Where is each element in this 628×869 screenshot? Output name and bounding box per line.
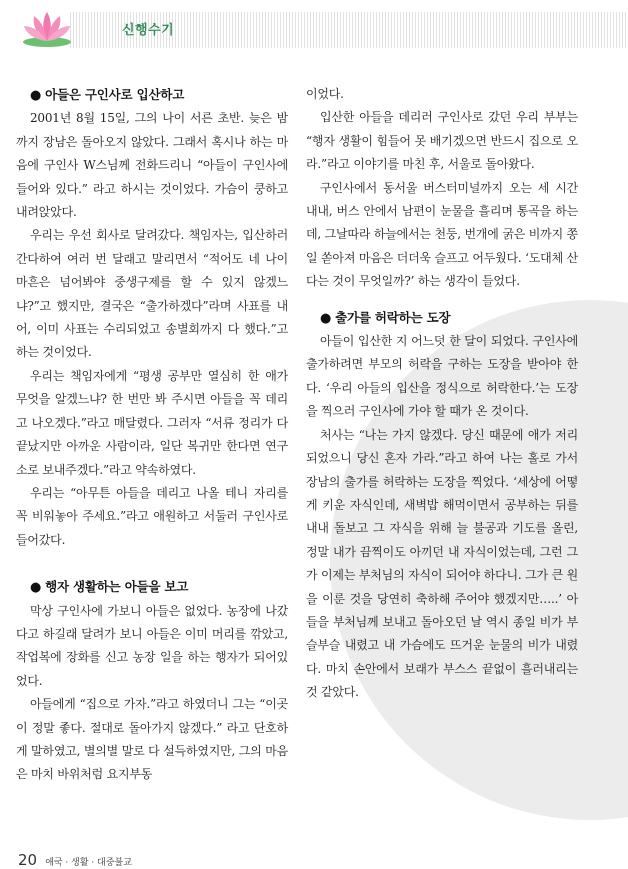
page-footer <box>18 850 132 869</box>
right-column <box>306 83 578 705</box>
section-title: 신행수기 <box>122 23 175 38</box>
section-heading: ● 출가를 허락하는 도장 <box>320 309 451 326</box>
section-heading: ● 행자 생활하는 아들을 보고 <box>30 579 189 596</box>
paragraph: 입산한 아들을 데리러 구인사로 갔던 우리 부부는 “행자 생활이 힘들어 못 배기겠으면 반드시 집으로 오라.”라고 이야기를 마친 후, 서울로 돌아왔다. <box>306 110 578 172</box>
bullet-icon: ● <box>30 580 42 596</box>
paragraph: 아들에게 “집으로 가자.”라고 하였더니 그는 “이곳이 정말 좋다. 절대로 돌아가지 않겠다.” 라고 단호하게 말하였고, 별의별 말로 다 설득하였지만, 그의 마음은 마치 바위처럼 요지부동 <box>16 697 288 782</box>
paragraph: 우리는 “아무튼 아들을 데리고 나올 테니 자리를 꼭 비워놓아 주세요.”라고 애원하고 서둘러 구인사로 들어갔다. <box>16 485 288 547</box>
paragraph: 이었다. <box>306 87 344 101</box>
publication-name: 애국 · 생활 · 대중불교 <box>45 858 132 868</box>
paragraph: 구인사에서 동서울 버스터미널까지 오는 세 시간 내내, 버스 안에서 남편이 눈물을 흘리며 통곡을 하는데, 그날따라 하늘에서는 천둥, 번개에 굵은 비까지 쫑일 쏟아져 마음은 더더욱 슬프고 어두웠다. ‘도대체 산다는 것이 무엇일까?’ 하는 생각이 들었다. <box>306 180 578 289</box>
left-column <box>16 83 288 787</box>
paragraph: 우리는 우선 회사로 달려갔다. 책임자는, 입산하러 간다하여 여러 번 달래고 말리면서 “적어도 네 나이 마흔은 넘어봐야 중생구제를 할 수 있지 않겠느냐?”고 했지만, 결국은 “출가하겠다”라며 사표를 내어, 이미 사표는 수리되었고 송별회까지 다 했다.”고 하는 것이었다. <box>16 228 288 360</box>
paragraph: 처사는 “나는 가지 않겠다. 당신 때문에 애가 저리되었으니 당신 혼자 가라.”라고 하여 나는 홀로 가서 장남의 출가를 허락하는 도장을 찍었다. ‘세상에 어떻게 키운 자식인데, 새벽밥 해먹이면서 공부하는 뒤를 내내 돌보고 그 자식을 위해 늘 불공과 기도를 올린, 정말 내가 끔찍이도 아끼던 내 자식이었는데, 그런 그가 이제는 부처님의 자식이 되어야 하다니. 그가 큰 원을 이룬 것을 당연히 축하해 주어야 했겠지만…..’ 아들을 부처님께 보내고 돌아오던 날 역시 종일 비가 부슬부슬 내렸고 내 가슴에도 뜨거운 눈물의 비가 내렸다. 마치 손안에서 보래가 부스스 끝없이 흘러내리는 것 같았다. <box>306 427 578 700</box>
paragraph: 아들이 입산한 지 어느덧 한 달이 되었다. 구인사에 출가하려면 부모의 허락을 구하는 도장을 받아야 한다. ‘우리 아들의 입산을 정식으로 허락한다.’는 도장을 찍으러 구인사에 가야 할 때가 온 것이다. <box>306 334 578 419</box>
paragraph: 우리는 책임자에게 “평생 공부만 열심히 한 애가 무엇을 알겠느냐? 한 번만 봐 주시면 아들을 꼭 데리고 나오겠다.”라고 매달렸다. 그러자 “서류 정리가 다 끝났지만 아까운 사람이라, 일단 복귀만 한다면 연구소로 보내주겠다.”라고 약속하였다. <box>16 368 288 477</box>
lotus-icon <box>20 6 74 48</box>
bullet-icon: ● <box>320 310 332 326</box>
page-number: 20 <box>18 851 38 869</box>
section-heading: ● 아들은 구인사로 입산하고 <box>30 87 185 103</box>
bullet-icon: ● <box>30 88 42 103</box>
paragraph: 막상 구인사에 가보니 아들은 없었다. 농장에 나갔다고 하길래 달려가 보니 아들은 이미 머리를 깎았고, 작업복에 장화를 신고 농장 일을 하는 행자가 되어있었다. <box>16 603 288 688</box>
paragraph: 2001년 8월 15일, 그의 나이 서른 초반. 늦은 밤까지 장남은 돌아오지 않았다. 그래서 혹시나 하는 마음에 구인사 W스님께 전화드리니 “아들이 구인사에 들어와 있다.” 라고 하시는 것이었다. 가슴이 쿵하고 내려앉았다. <box>16 111 288 220</box>
